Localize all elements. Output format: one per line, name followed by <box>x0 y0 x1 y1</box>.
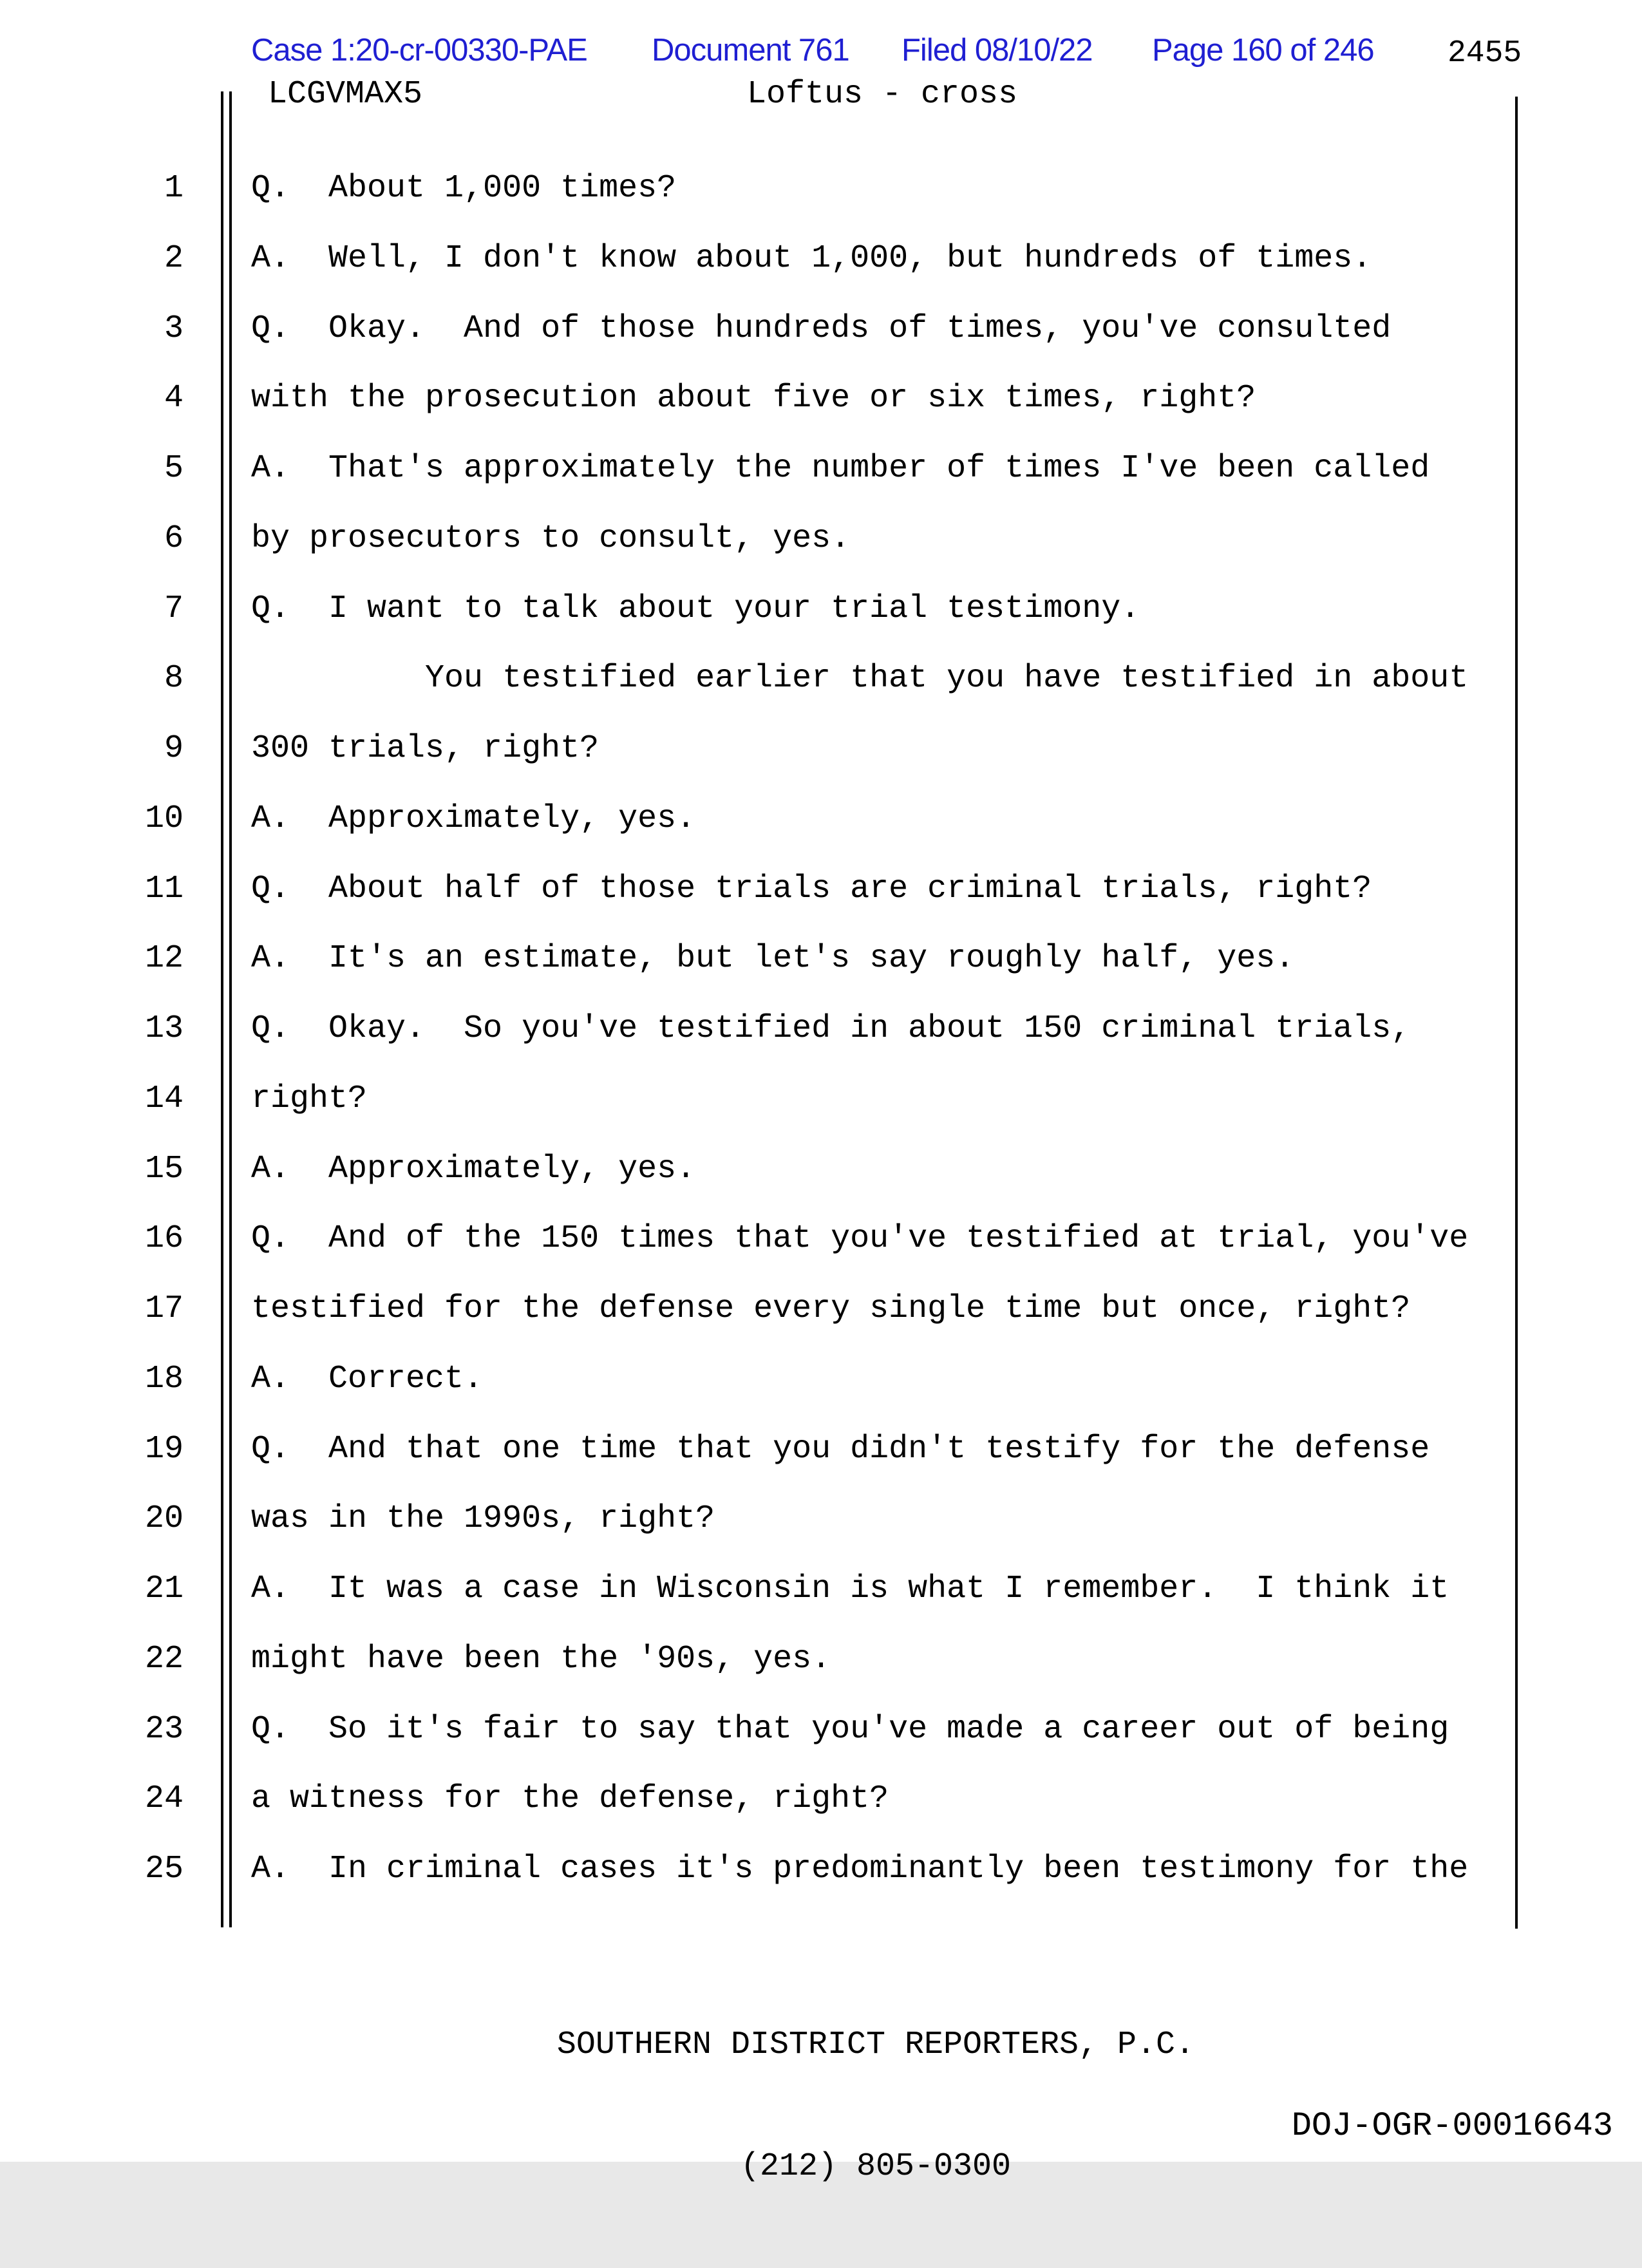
transcript-line-number: 8 <box>164 660 184 697</box>
transcript-line <box>0 941 1642 978</box>
transcript-line-number: 3 <box>164 310 184 347</box>
transcript-line <box>0 1572 1642 1608</box>
reporter-phone: (212) 805-0300 <box>740 2148 1012 2185</box>
transcript-line-text: testified for the defense every single time but once, right? <box>251 1290 1411 1327</box>
transcript-line-number: 18 <box>144 1360 184 1397</box>
transcript-line <box>0 1432 1642 1468</box>
transcript-line <box>0 1362 1642 1398</box>
transcript-line <box>0 241 1642 278</box>
transcript-line <box>0 1082 1642 1118</box>
transcript-line-number: 9 <box>164 730 184 767</box>
transcript-line-text: Q. I want to talk about your trial testimony. <box>251 590 1140 627</box>
transcript-line-number: 16 <box>144 1220 184 1258</box>
transcript-line <box>0 1782 1642 1818</box>
transcript-line-number: 19 <box>144 1430 184 1468</box>
stamp-filed-date: Filed 08/10/22 <box>901 33 1093 68</box>
transcript-line-number: 1 <box>164 170 184 207</box>
transcript-line <box>0 171 1642 207</box>
transcript-line <box>0 381 1642 417</box>
transcript-line-text: A. It's an estimate, but let's say roughly half, yes. <box>251 940 1295 978</box>
transcript-line-text: You testified earlier that you have testified in about <box>251 660 1469 697</box>
transcript-line <box>0 312 1642 348</box>
transcript-line <box>0 1502 1642 1538</box>
transcript-line-number: 25 <box>144 1851 184 1887</box>
transcript-line-text: Q. About half of those trials are criminal trials, right? <box>251 870 1372 907</box>
transcript-line <box>0 1152 1642 1188</box>
transcript-line-number: 24 <box>144 1781 184 1818</box>
transcript-line-text: Q. And that one time that you didn't testify for the defense <box>251 1430 1430 1468</box>
session-code: LCGVMAX5 <box>268 76 423 113</box>
transcript-line-text: a witness for the defense, right? <box>251 1781 889 1818</box>
transcript-line <box>0 732 1642 768</box>
transcript-line-number: 4 <box>164 380 184 417</box>
transcript-line-text: A. Approximately, yes. <box>251 800 696 837</box>
transcript-line <box>0 1712 1642 1748</box>
stamp-document: Document 761 <box>652 33 849 68</box>
transcript-line-text: was in the 1990s, right? <box>251 1500 715 1538</box>
transcript-line-number: 11 <box>144 870 184 907</box>
transcript-line-number: 17 <box>144 1290 184 1327</box>
transcript-line-text: with the prosecution about five or six times, right? <box>251 380 1256 417</box>
transcript-line-text: Q. Okay. So you've testified in about 150 criminal trials, <box>251 1010 1411 1047</box>
transcript-line-text: Q. Okay. And of those hundreds of times, you've consulted <box>251 310 1392 347</box>
transcript-line-text: A. Well, I don't know about 1,000, but hundreds of times. <box>251 240 1372 277</box>
transcript-line-text: by prosecutors to consult, yes. <box>251 520 851 557</box>
transcript-line-number: 22 <box>144 1640 184 1677</box>
transcript-line-text: A. Approximately, yes. <box>251 1150 696 1187</box>
transcript-line <box>0 661 1642 697</box>
transcript-line-number: 7 <box>164 590 184 627</box>
transcript-line-number: 14 <box>144 1080 184 1117</box>
transcript-page-number: 2455 <box>1448 36 1522 71</box>
reporter-footer <box>251 1943 1500 2268</box>
transcript-line-number: 23 <box>144 1710 184 1748</box>
transcript-line <box>0 451 1642 487</box>
transcript-line-number: 6 <box>164 520 184 557</box>
transcript-line <box>0 1292 1642 1328</box>
stamp-case-number: Case 1:20-cr-00330-PAE <box>251 33 587 68</box>
transcript-line-text: A. In criminal cases it's predominantly been testimony for the <box>251 1851 1469 1887</box>
transcript-line <box>0 522 1642 558</box>
transcript-line-text: A. It was a case in Wisconsin is what I remember. I think it <box>251 1571 1449 1607</box>
transcript-line-number: 21 <box>144 1571 184 1607</box>
transcript-line-number: 12 <box>144 940 184 978</box>
stamp-page-count: Page 160 of 246 <box>1152 33 1374 68</box>
transcript-line-text: right? <box>251 1080 368 1117</box>
transcript-line-number: 13 <box>144 1010 184 1047</box>
transcript-line <box>0 1852 1642 1888</box>
transcript-line-number: 5 <box>164 450 184 487</box>
transcript-line-number: 15 <box>144 1150 184 1187</box>
transcript-line-number: 10 <box>144 800 184 837</box>
transcript-line <box>0 802 1642 838</box>
bates-number: DOJ-OGR-00016643 <box>1291 2107 1613 2145</box>
transcript-line <box>0 1012 1642 1048</box>
transcript-line-number: 20 <box>144 1500 184 1538</box>
transcript-line-text: Q. So it's fair to say that you've made a career out of being <box>251 1710 1449 1748</box>
transcript-line <box>0 1222 1642 1258</box>
transcript-line-text: 300 trials, right? <box>251 730 599 767</box>
transcript-line <box>0 872 1642 908</box>
transcript-line <box>0 1642 1642 1678</box>
transcript-line <box>0 592 1642 628</box>
reporter-name: SOUTHERN DISTRICT REPORTERS, P.C. <box>556 2027 1195 2063</box>
transcript-line-text: Q. About 1,000 times? <box>251 170 677 207</box>
transcript-line-number: 2 <box>164 240 184 277</box>
transcript-line-text: A. Correct. <box>251 1360 484 1397</box>
transcript-line-text: Q. And of the 150 times that you've testified at trial, you've <box>251 1220 1469 1258</box>
transcript-line-text: A. That's approximately the number of times I've been called <box>251 450 1430 487</box>
transcript-line-text: might have been the '90s, yes. <box>251 1640 831 1677</box>
witness-examination-heading: Loftus - cross <box>747 76 1018 113</box>
